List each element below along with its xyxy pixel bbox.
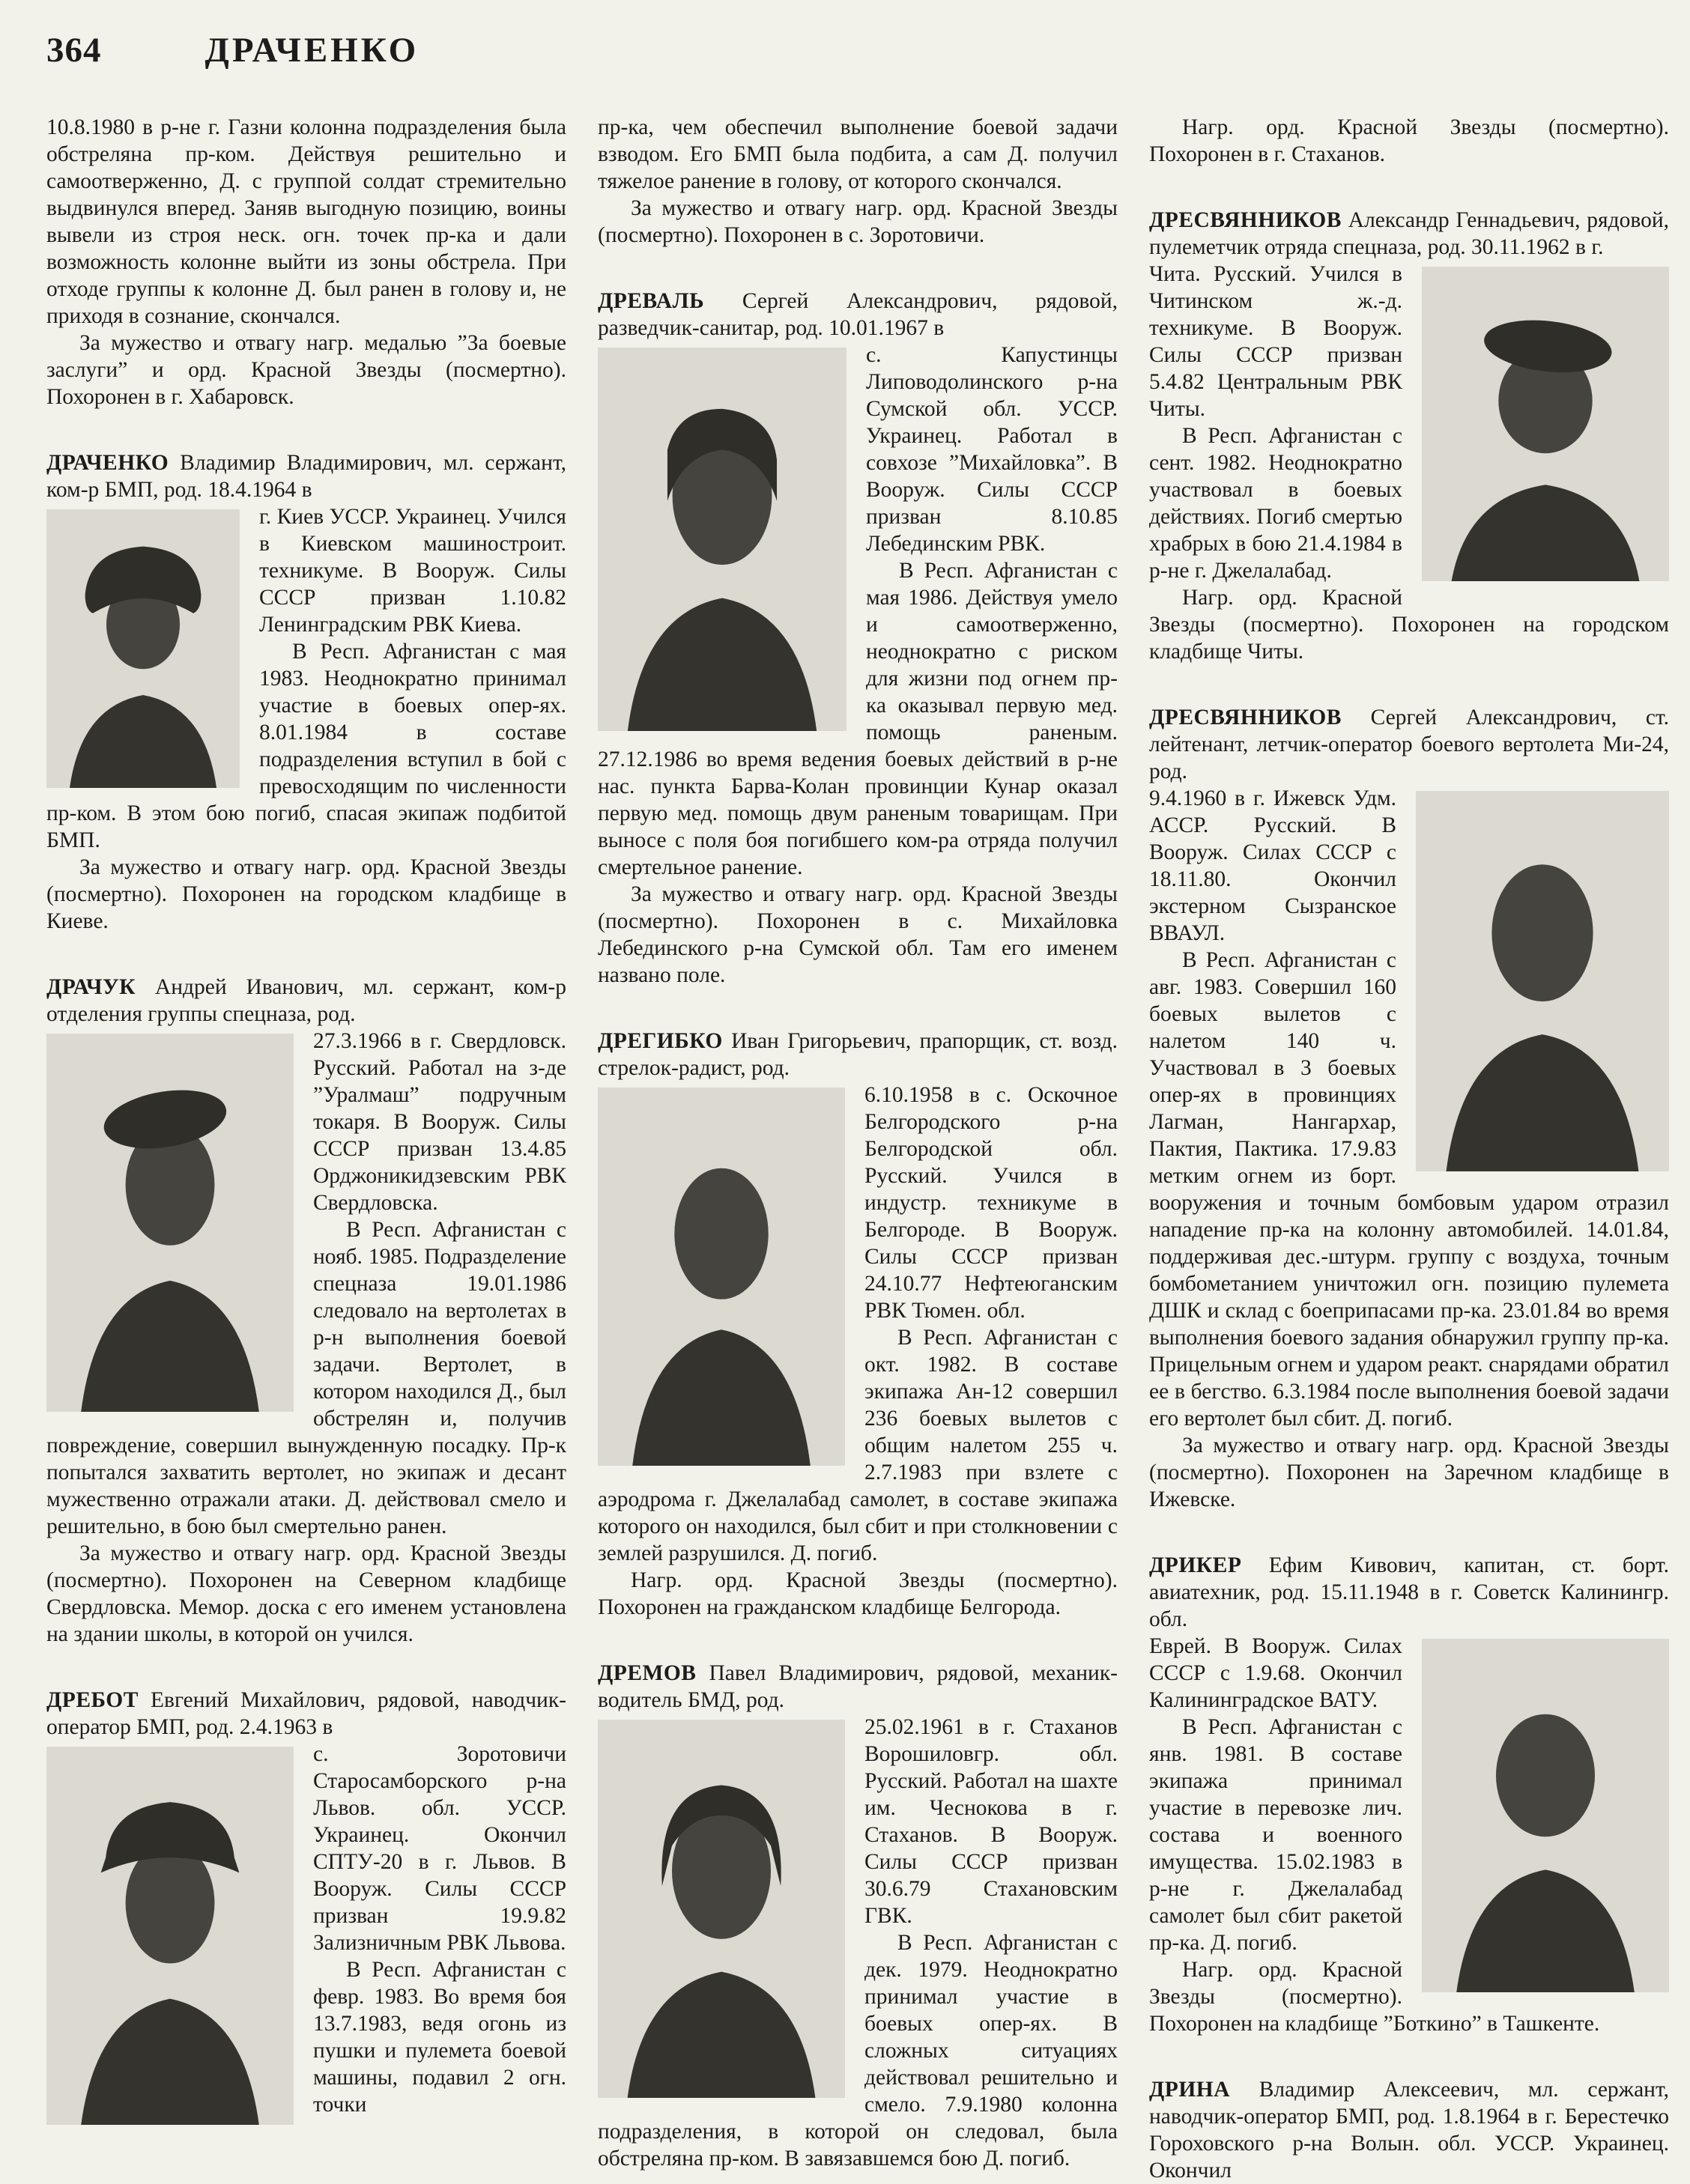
entry-paragraph: В Респ. Афганистан с янв. 1981. В составе экипажа принимал участие в перевозке лич. состава и военного имущества. 15.02.1983 в р-не г. Джелалабад самолет был сбит ракетой пр-ка. Д. погиб. — [1149, 1715, 1402, 1955]
entry-paragraph: За мужество и отвагу нагр. орд. Красной Звезды (посмертно). Похоронен на Северном кладбище Свердловска. Мемор. доска с его именем установлена на здании школы, в которой он учился. — [46, 1541, 566, 1646]
surname: ДРЕСВЯННИКОВ — [1149, 706, 1342, 729]
portrait-photo — [46, 1747, 294, 2125]
page-number: 364 — [46, 31, 102, 70]
surname: ДРЕГИБКО — [598, 1029, 723, 1053]
portrait-photo — [598, 1720, 845, 2098]
portrait-silhouette-icon — [1422, 1639, 1669, 1992]
surname: ДРИНА — [1149, 2078, 1231, 2102]
entry-paragraph: В Респ. Афганистан с нояб. 1985. Подразделение спецназа 19.01.1986 следовало на вертолетах в р-н выполнения боевой задачи. Вертолет, в котором находился Д., был обстрелян и, получив повреждение, совершил вынужденную посадку. Пр-к попытался захватить вертолет, но экипаж и десант мужественно отражали атаки. Д. действовал смело и решительно, в бою был смертельно ранен. — [46, 1218, 566, 1538]
entry-lead-text: Владимир Алексеевич, мл. сержант, наводчик-оператор БМП, род. 1.8.1964 в г. Берестечко Гороховского р-на Волын. обл. УССР. Украинец. Окончил — [1149, 2078, 1669, 2183]
entry-dremov — [598, 1660, 1118, 2172]
entry-lead-text: Владимир Владимирович, мл. сержант, ком-р БМП, род. 18.4.1964 в — [46, 451, 566, 502]
surname: ДРЕВАЛЬ — [598, 289, 705, 313]
portrait-silhouette-icon — [598, 348, 846, 731]
entry-lead-text: Иван Григорьевич, прапорщик, ст. возд. стрелок-радист, род. — [598, 1029, 1118, 1080]
entry-head — [1149, 2076, 1669, 2184]
paragraph-continuation: 10.8.1980 в р-не г. Газни колонна подразделения была обстреляна пр-ком. Действуя решительно и самоотверженно, Д. с группой солдат стремительно выдвинулся вперед. Заняв выгодную позицию, воины вывели из строя неск. огн. точек пр-ка и дали возможность колонне выйти из зоны обстрела. При отходе группы к колонне Д. был ранен в голову и, не приходя в сознание, скончался. — [46, 115, 566, 328]
entry-wrap-text: с. Капустинцы Липоводолинского р-на Сумской обл. УССР. Украинец. Работал в совхозе ”Михайловка”. В Вооруж. Силы СССР призван 8.10.85 Лебединским РВК. — [866, 343, 1118, 556]
entry-dregibko — [598, 1028, 1118, 1621]
entry-head — [598, 1660, 1118, 1714]
entry-paragraph: В Респ. Афганистан с февр. 1983. Во время боя 13.7.1983, ведя огонь из пушки и пулемета боевой машины, подавил 2 огн. точки — [313, 1958, 566, 2117]
entry-head — [598, 288, 1118, 342]
portrait-photo — [46, 509, 240, 788]
portrait-photo — [1422, 1639, 1669, 1992]
portrait-silhouette-icon — [1416, 791, 1669, 1171]
paragraph-award: За мужество и отвагу нагр. медалью ”За боевые заслуги” и орд. Красной Звезды (посмертно). Похоронен в г. Хабаровск. — [46, 331, 566, 409]
entry-dresvyannikov-aleksandr — [1149, 207, 1669, 665]
entry-paragraph: В Респ. Афганистан с окт. 1982. В составе экипажа Ан-12 совершил 236 боевых вылетов с общим налетом 255 ч. 2.7.1983 при взлете с аэродрома г. Джелалабад самолет, в составе экипажа которого он находился, был сбит и при столкновении с землей разрушился. Д. погиб. — [598, 1326, 1118, 1565]
entry-head — [598, 1028, 1118, 1082]
entry-lead-text: Павел Владимирович, рядовой, механик-водитель БМД, род. — [598, 1661, 1118, 1712]
entry-paragraph: В Респ. Афганистан с дек. 1979. Неоднократно принимал участие в боевых опер-ях. В сложных ситуациях действовал решительно и смело. 7.9.1980 колонна подразделения, в которой он следовал, была обстреляна пр-ком. В завязавшемся бою Д. погиб. — [598, 1931, 1118, 2171]
entry-lead-text: Ефим Кивович, капитан, ст. борт. авиатехник, род. 15.11.1948 в г. Советск Калинингр. обл. — [1149, 1553, 1669, 1631]
entry-wrap-text: Чита. Русский. Учился в Читинском ж.-д. техникуме. В Вооруж. Силы СССР призван 5.4.82 Центральным РВК Читы. — [1149, 262, 1402, 421]
surname: ДРИКЕР — [1149, 1553, 1242, 1577]
portrait-silhouette-icon — [46, 509, 240, 788]
portrait-photo — [1422, 267, 1669, 581]
column-3 — [1149, 114, 1669, 2184]
entry-paragraph: В Респ. Афганистан с мая 1986. Действуя умело и самоотверженно, неоднократно с риском для жизни под огнем пр-ка оказывал первую мед. помощь раненым. 27.12.1986 во время ведения боевых действий в р-не нас. пункта Барва-Колан провинции Кунар оказал первую мед. помощь двум раненым товарищам. При выносе с поля боя погибшего ком-ра отряда получил смертельное ранение. — [598, 559, 1118, 879]
portrait-silhouette-icon — [46, 1034, 294, 1412]
entry-paragraph: Нагр. орд. Красной Звезды (посмертно). Похоронен на гражданском кладбище Белгорода. — [598, 1568, 1118, 1619]
entry-drachuk — [46, 974, 566, 1648]
paragraph-award: За мужество и отвагу нагр. орд. Красной Звезды (посмертно). Похоронен в с. Зоротовичи. — [598, 196, 1118, 247]
surname: ДРЕБОТ — [46, 1688, 139, 1712]
entry-drebot — [46, 1687, 566, 2131]
entry-wrap-text: г. Киев УССР. Украинец. Учился в Киевском машиностроит. техникуме. В Вооруж. Силы СССР призван 1.10.82 Ленинградским РВК Киева. — [259, 505, 566, 637]
entry-wrap-text: Еврей. В Вооруж. Силах СССР с 1.9.68. Окончил Калининградское ВАТУ. — [1149, 1634, 1402, 1712]
surname: ДРЕМОВ — [598, 1661, 697, 1685]
entry-head — [46, 449, 566, 503]
entry-lead-text: Андрей Иванович, мл. сержант, ком-р отделения группы спецназа, род. — [46, 975, 566, 1026]
portrait-photo — [598, 348, 846, 731]
entry-wrap-text: с. Зоротовичи Старосамборского р-на Львов. обл. УССР. Украинец. Окончил СПТУ-20 в г. Львов. В Вооруж. Силы СССР призван 19.9.82 Зализничным РВК Львова. — [313, 1742, 566, 1955]
entry-head — [1149, 207, 1669, 261]
entry-head — [1149, 1552, 1669, 1633]
column-2 — [598, 114, 1118, 2184]
portrait-photo — [46, 1034, 294, 1412]
entry-paragraph: Нагр. орд. Красной Звезды (посмертно). Похоронен на кладбище ”Боткино” в Ташкенте. — [1149, 1958, 1600, 2036]
portrait-silhouette-icon — [46, 1747, 294, 2125]
entry-paragraph: За мужество и отвагу нагр. орд. Красной Звезды (посмертно). Похоронен в с. Михайловка Лебединского р-на Сумской обл. Там его именем названо поле. — [598, 882, 1118, 987]
portrait-silhouette-icon — [598, 1720, 845, 2098]
entry-dresvyannikov-sergey — [1149, 704, 1669, 1513]
entry-lead-text: Сергей Александрович, рядовой, разведчик-санитар, род. 10.01.1967 в — [598, 289, 1118, 340]
entry-wrap-text: 6.10.1958 в с. Оскочное Белгородского р-на Белгородской обл. Русский. Учился в индустр. техникуме в Белгороде. В Вооруж. Силы СССР призван 24.10.77 Нефтеюганским РВК Тюмен. обл. — [864, 1083, 1118, 1323]
surname: ДРАЧУК — [46, 975, 136, 999]
entry-driker — [1149, 1552, 1669, 2037]
entry-paragraph: За мужество и отвагу нагр. орд. Красной Звезды (посмертно). Похоронен на городском кладбище в Киеве. — [46, 855, 566, 933]
column-1 — [46, 114, 566, 2184]
entry-head — [1149, 704, 1669, 785]
page-title: ДРАЧЕНКО — [205, 31, 420, 70]
paragraph-award: Нагр. орд. Красной Звезды (посмертно). Похоронен в г. Стаханов. — [1149, 115, 1669, 166]
entry-lead-text: Сергей Александрович, ст. лейтенант, летчик-оператор боевого вертолета Ми-24, род. — [1149, 706, 1669, 783]
surname: ДРАЧЕНКО — [46, 451, 169, 475]
entry-paragraph: Нагр. орд. Красной Звезды (посмертно). Похоронен на городском кладбище Читы. — [1149, 586, 1669, 664]
portrait-photo — [598, 1088, 845, 1466]
portrait-silhouette-icon — [1422, 267, 1669, 581]
entry-paragraph: В Респ. Афганистан с авг. 1983. Совершил 160 боевых вылетов с налетом 140 ч. Участвовал в 3 боевых опер-ях в провинциях Лагман, Нангархар, Пактия, Пактика. 17.9.83 метким огнем из борт. вооружения и точным бомбовым ударом отразил нападение пр-ка на колонну автомобилей. 14.01.84, поддерживая дес.-штурм. группу с воздуха, точным бомбометанием уничтожил огн. позицию пулемета ДШК и склад с боеприпасами пр-ка. 23.01.84 во время выполнения боевого задания обнаружил группу пр-ка. Прицельным огнем и ударом реакт. снарядами обратил ее в бегство. 6.3.1984 после выполнения боевой задачи его вертолет был сбит. Д. погиб. — [1149, 948, 1669, 1431]
entry-wrap-text: 25.02.1961 в г. Стаханов Ворошиловгр. обл. Русский. Работал на шахте им. Чеснокова в г. Стаханов. В Вооруж. Силы СССР призван 30.6.79 Стахановским ГВК. — [864, 1715, 1118, 1928]
portrait-photo — [1416, 791, 1669, 1171]
text-columns — [46, 114, 1669, 2184]
entry-lead-text: Александр Геннадьевич, рядовой, пулеметчик отряда спецназа, род. 30.11.1962 в г. — [1149, 208, 1669, 259]
running-head — [46, 30, 1662, 72]
surname: ДРЕСВЯННИКОВ — [1149, 208, 1342, 232]
entry-paragraph: За мужество и отвагу нагр. орд. Красной Звезды (посмертно). Похоронен на Заречном кладбище в Ижевске. — [1149, 1434, 1669, 1511]
entry-drachenko — [46, 449, 566, 935]
entry-head — [46, 974, 566, 1028]
entry-dreval — [598, 288, 1118, 989]
entry-drina — [1149, 2076, 1669, 2184]
portrait-silhouette-icon — [598, 1088, 845, 1466]
entry-paragraph: В Респ. Афганистан с мая 1983. Неоднократно принимал участие в боевых опер-ях. 8.01.1984 в составе подразделения вступил в бой с превосходящим по численности пр-ком. В этом бою погиб, спасая экипаж подбитой БМП. — [46, 640, 566, 852]
entry-lead-text: Евгений Михайлович, рядовой, наводчик-оператор БМП, род. 2.4.1963 в — [46, 1688, 566, 1739]
paragraph-continuation: пр-ка, чем обеспечил выполнение боевой задачи взводом. Его БМП была подбита, а сам Д. получил тяжелое ранение в голову, от которого скончался. — [598, 115, 1118, 193]
entry-wrap-text: 27.3.1966 в г. Свердловск. Русский. Работал на з-де ”Уралмаш” подручным токаря. В Вооруж. Силы СССР призван 13.4.85 Орджоникидзевским РВК Свердловска. — [313, 1029, 566, 1215]
entry-wrap-text: 9.4.1960 в г. Ижевск Удм. АССР. Русский. В Вооруж. Силах СССР с 18.11.80. Окончил экстерном Сызранское ВВАУЛ. — [1149, 786, 1396, 945]
entry-head — [46, 1687, 566, 1741]
entry-paragraph: В Респ. Афганистан с сент. 1982. Неоднократно участвовал в боевых действиях. Погиб смертью храбрых в бою 21.4.1984 в р-не г. Джелалабад. — [1149, 424, 1402, 583]
